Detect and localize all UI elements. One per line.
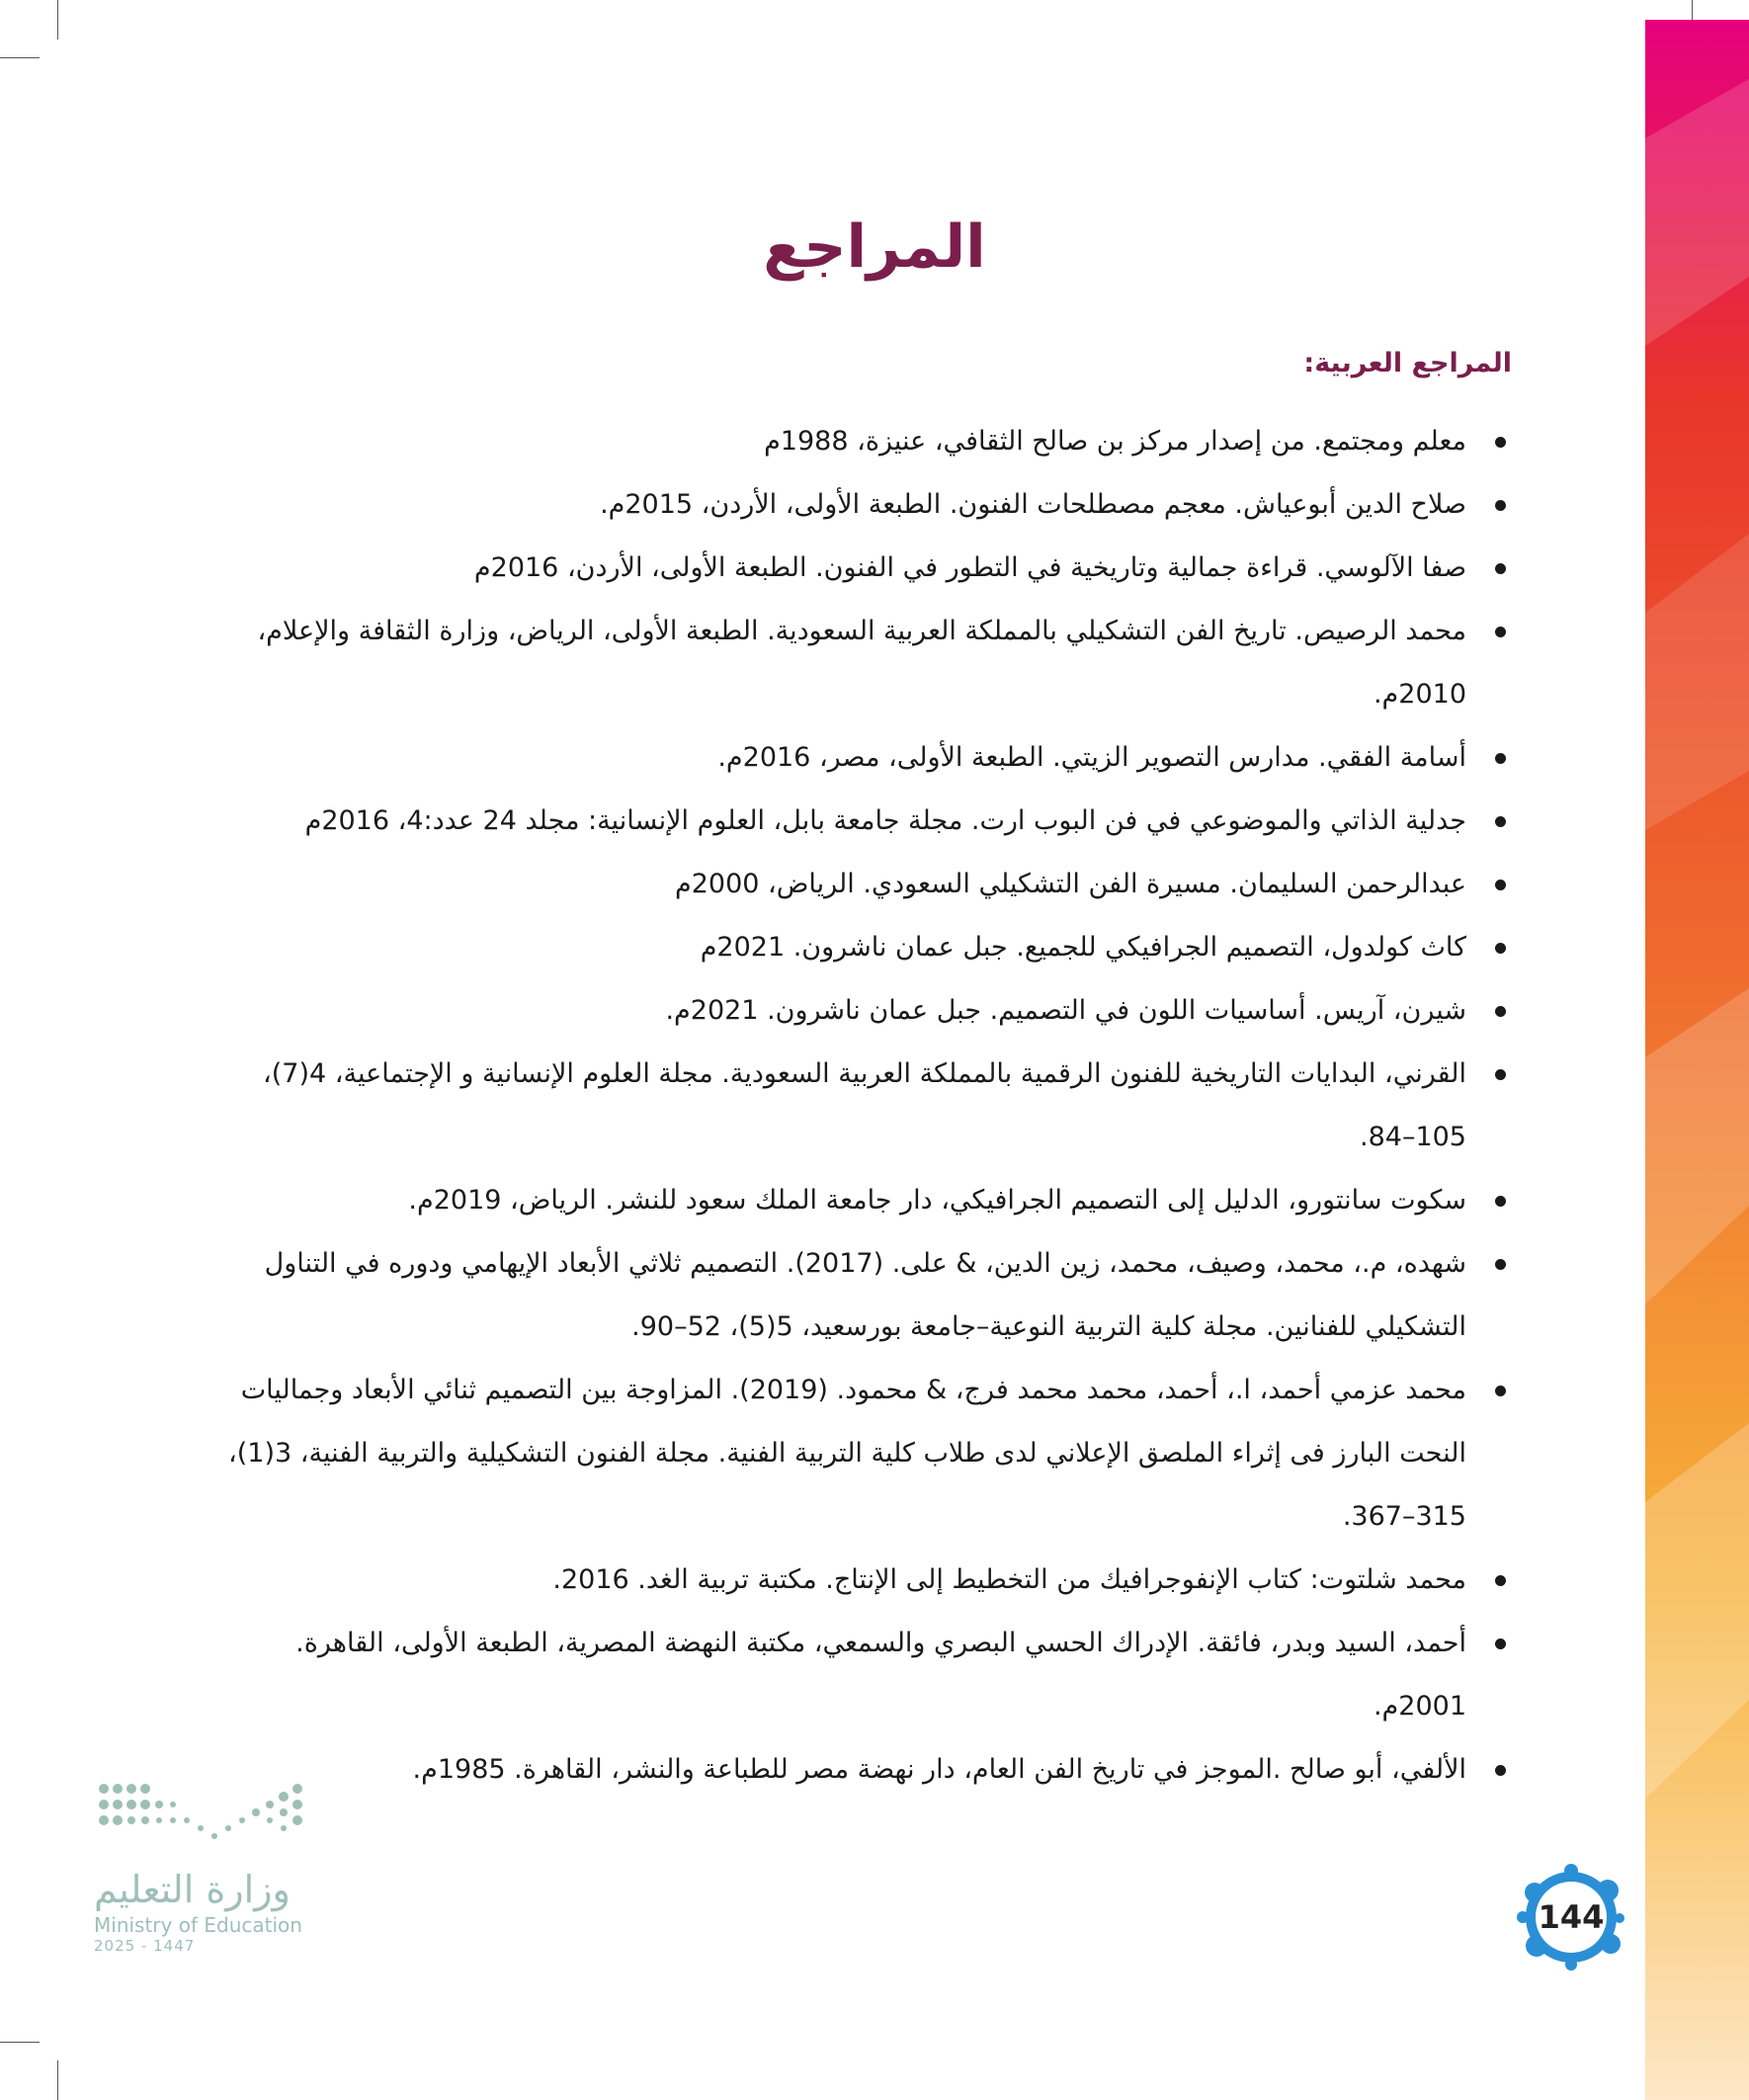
list-item: سكوت سانتورو، الدليل إلى التصميم الجرافيكي، دار جامعة الملك سعود للنشر. الرياض، 2019م. (198, 1169, 1512, 1232)
crop-mark (57, 0, 58, 40)
logo-arabic-text: وزارة التعليم (94, 1868, 291, 1911)
decorative-side-band (1645, 20, 1749, 2100)
list-item: شيرن، آريس. أساسيات اللون في التصميم. جبل عمان ناشرون. 2021م. (198, 979, 1512, 1043)
section-heading: المراجع العربية: (1303, 348, 1512, 378)
crop-mark (0, 2042, 40, 2043)
list-item: معلم ومجتمع. من إصدار مركز بن صالح الثقافي، عنيزة، 1988م (198, 410, 1512, 473)
list-item: أحمد، السيد وبدر، فائقة. الإدراك الحسي البصري والسمعي، مكتبة النهضة المصرية، الطبعة الأولى، القاهرة. 2001م. (198, 1612, 1512, 1738)
page-number: 144 (1538, 1898, 1605, 1936)
references-list (198, 410, 1512, 1802)
list-item: الألفي، أبو صالح .الموجز في تاريخ الفن العام، دار نهضة مصر للطباعة والنشر، القاهرة. 1985م. (198, 1738, 1512, 1802)
list-item: صلاح الدين أبوعياش. معجم مصطلحات الفنون. الطبعة الأولى، الأردن، 2015م. (198, 473, 1512, 537)
logo-year-text: 2025 - 1447 (94, 1937, 196, 1955)
logo-english-text: Ministry of Education (94, 1913, 302, 1937)
page-number-badge (1517, 1863, 1625, 1972)
crop-mark (0, 57, 40, 58)
list-item: القرني، البدايات التاريخية للفنون الرقمية بالمملكة العربية السعودية. مجلة العلوم الإنسانية و الإجتماعية، 4(7)، 105–84. (198, 1043, 1512, 1169)
list-item: محمد عزمي أحمد، ا.، أحمد، محمد محمد فرج، & محمود. (2019). المزاوجة بين التصميم ثنائي الأبعاد وجماليات النحت البارز فى إثراء الملصق الإعلاني لدى طلاب كلية التربية الفنية. مجلة الفنون التشكيلية والتربية الفنية، 3(1)، 315–367. (198, 1359, 1512, 1549)
list-item: شهده، م.، محمد، وصيف، محمد، زين الدين، & على. (2017). التصميم ثلاثي الأبعاد الإيهامي ودوره في التناول التشكيلي للفنانين. مجلة كلية التربية النوعية–جامعة بورسعيد، 5(5)، 52–90. (198, 1232, 1512, 1359)
logo-dots-icon (94, 1779, 311, 1848)
list-item: محمد شلتوت: كتاب الإنفوجرافيك من التخطيط إلى الإنتاج. مكتبة تربية الغد. 2016. (198, 1549, 1512, 1612)
list-item: كاث كولدول، التصميم الجرافيكي للجميع. جبل عمان ناشرون. 2021م (198, 916, 1512, 979)
list-item: عبدالرحمن السليمان. مسيرة الفن التشكيلي السعودي. الرياض، 2000م (198, 853, 1512, 916)
crop-mark (57, 2060, 58, 2100)
list-item: أسامة الفقي. مدارس التصوير الزيتي. الطبعة الأولى، مصر، 2016م. (198, 726, 1512, 790)
list-item: صفا الآلوسي. قراءة جمالية وتاريخية في التطور في الفنون. الطبعة الأولى، الأردن، 2016م (198, 537, 1512, 600)
list-item: محمد الرصيص. تاريخ الفن التشكيلي بالمملكة العربية السعودية. الطبعة الأولى، الرياض، وزارة الثقافة والإعلام، 2010م. (198, 600, 1512, 726)
list-item: جدلية الذاتي والموضوعي في فن البوب ارت. مجلة جامعة بابل، العلوم الإنسانية: مجلد 24 عدد:4، 2016م (198, 790, 1512, 853)
ministry-logo (94, 1779, 351, 2036)
page-title: المراجع (763, 212, 986, 282)
